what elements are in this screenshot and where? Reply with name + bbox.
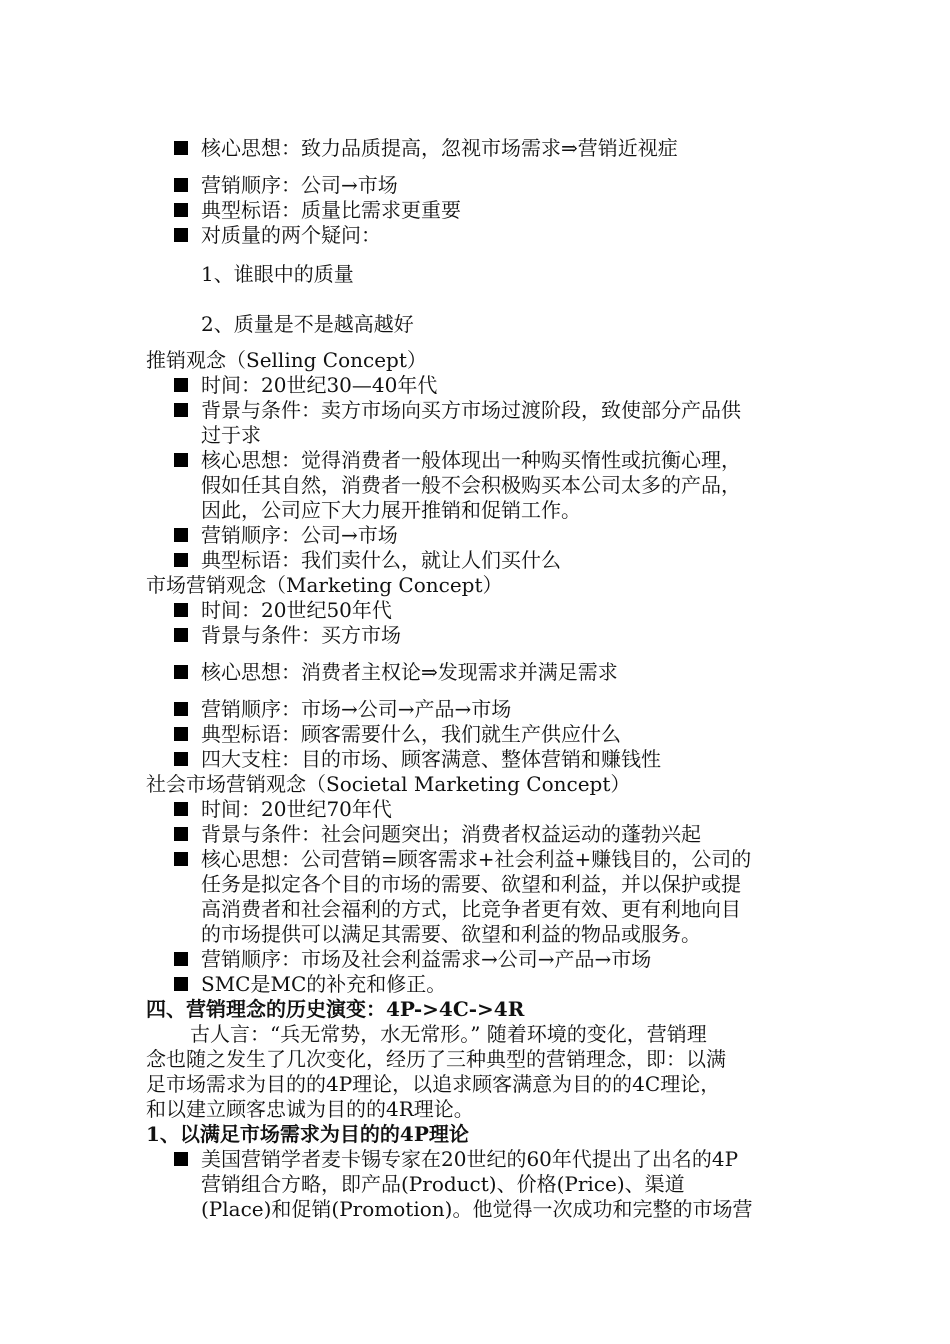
- paragraph-line: 足市场需求为目的的4P理论，以追求顾客满意为目的的4C理论，: [146, 1072, 721, 1096]
- bullet-text: SMC是MC的补充和修正。: [201, 972, 447, 996]
- question-item: 2、质量是不是越高越好: [201, 312, 414, 336]
- paragraph-line: 念也随之发生了几次变化，经历了三种典型的营销理念，即：以满: [146, 1047, 726, 1071]
- bullet-square-icon: [174, 852, 188, 866]
- bullet-text: 对质量的两个疑问：: [201, 223, 381, 247]
- bullet-square-icon: [174, 752, 188, 766]
- bullet-square-icon: [174, 403, 188, 417]
- bullet-square-icon: [174, 665, 188, 679]
- bullet-text: 营销顺序：市场→公司→产品→市场: [201, 697, 512, 721]
- bullet-square-icon: [174, 727, 188, 741]
- bullet-text-continued: 营销组合方略，即产品(Product)、价格(Price)、渠道: [201, 1172, 685, 1196]
- bullet-text: 背景与条件：卖方市场向买方市场过渡阶段，致使部分产品供: [201, 398, 741, 422]
- bullet-text: 美国营销学者麦卡锡专家在20世纪的60年代提出了出名的4P: [201, 1147, 739, 1171]
- bullet-text: 营销顺序：公司→市场: [201, 173, 398, 197]
- paragraph-line: 和以建立顾客忠诚为目的的4R理论。: [146, 1097, 474, 1121]
- sub-heading-4p: 1、以满足市场需求为目的的4P理论: [146, 1122, 469, 1146]
- bullet-text: 核心思想：觉得消费者一般体现出一种购买惰性或抗衡心理，: [201, 448, 741, 472]
- bullet-square-icon: [174, 378, 188, 392]
- bullet-text-continued: 的市场提供可以满足其需要、欲望和利益的物品或服务。: [201, 922, 701, 946]
- bullet-text-continued: 任务是拟定各个目的市场的需要、欲望和利益，并以保护或提: [201, 872, 741, 896]
- bullet-square-icon: [174, 228, 188, 242]
- bullet-text-continued: 过于求: [201, 423, 261, 447]
- bullet-square-icon: [174, 977, 188, 991]
- bullet-square-icon: [174, 827, 188, 841]
- bullet-text: 核心思想：消费者主权论⇒发现需求并满足需求: [201, 660, 618, 684]
- bullet-square-icon: [174, 628, 188, 642]
- bullet-text: 典型标语：质量比需求更重要: [201, 198, 461, 222]
- bullet-text-continued: 假如任其自然，消费者一般不会积极购买本公司太多的产品，: [201, 473, 741, 497]
- section-heading-4: 四、营销理念的历史演变：4P->4C->4R: [146, 997, 525, 1021]
- bullet-text: 核心思想：致力品质提高，忽视市场需求⇒营销近视症: [201, 136, 678, 160]
- bullet-square-icon: [174, 702, 188, 716]
- bullet-square-icon: [174, 553, 188, 567]
- bullet-square-icon: [174, 453, 188, 467]
- bullet-square-icon: [174, 603, 188, 617]
- bullet-text: 营销顺序：公司→市场: [201, 523, 398, 547]
- bullet-text: 典型标语：我们卖什么，就让人们买什么: [201, 548, 561, 572]
- bullet-text-continued: (Place)和促销(Promotion)。他觉得一次成功和完整的市场营: [201, 1197, 753, 1221]
- bullet-text: 营销顺序：市场及社会利益需求→公司→产品→市场: [201, 947, 652, 971]
- question-item: 1、谁眼中的质量: [201, 262, 354, 286]
- bullet-square-icon: [174, 141, 188, 155]
- bullet-text-continued: 因此，公司应下大力展开推销和促销工作。: [201, 498, 581, 522]
- bullet-text: 时间：20世纪30—40年代: [201, 373, 438, 397]
- bullet-text: 背景与条件：社会问题突出；消费者权益运动的蓬勃兴起: [201, 822, 701, 846]
- bullet-square-icon: [174, 528, 188, 542]
- bullet-text: 核心思想：公司营销=顾客需求+社会利益+赚钱目的，公司的: [201, 847, 752, 871]
- section-heading-selling: 推销观念（Selling Concept）: [146, 348, 427, 372]
- section-heading-marketing: 市场营销观念（Marketing Concept）: [146, 573, 503, 597]
- bullet-text: 四大支柱：目的市场、顾客满意、整体营销和赚钱性: [201, 747, 661, 771]
- bullet-text: 典型标语：顾客需要什么，我们就生产供应什么: [201, 722, 621, 746]
- bullet-text-continued: 高消费者和社会福利的方式，比竞争者更有效、更有利地向目: [201, 897, 741, 921]
- bullet-text: 背景与条件：买方市场: [201, 623, 401, 647]
- bullet-square-icon: [174, 1152, 188, 1166]
- bullet-square-icon: [174, 203, 188, 217]
- bullet-text: 时间：20世纪70年代: [201, 797, 392, 821]
- bullet-square-icon: [174, 952, 188, 966]
- bullet-text: 时间：20世纪50年代: [201, 598, 392, 622]
- paragraph-line: 古人言：“兵无常势，水无常形。” 随着环境的变化，营销理: [190, 1022, 707, 1046]
- bullet-square-icon: [174, 802, 188, 816]
- section-heading-societal: 社会市场营销观念（Societal Marketing Concept）: [146, 772, 631, 796]
- bullet-square-icon: [174, 178, 188, 192]
